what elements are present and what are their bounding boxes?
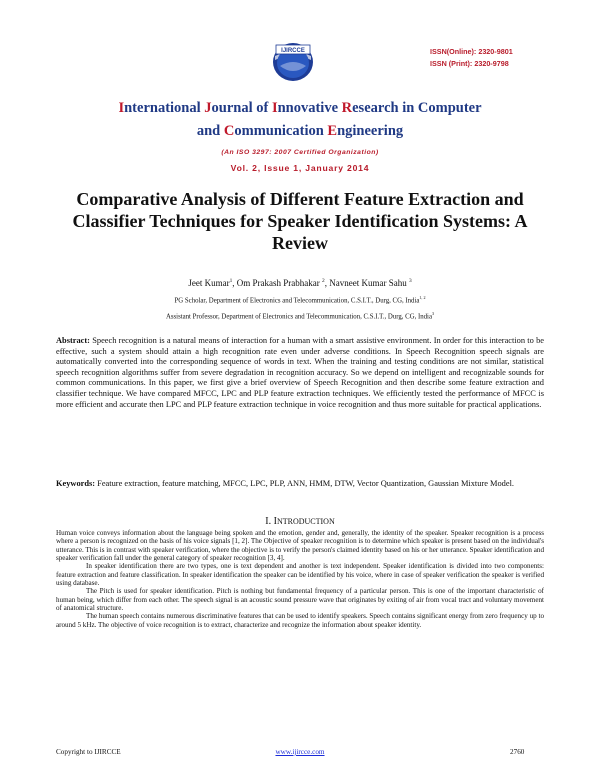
journal-title-cap: I [271, 100, 278, 116]
paper-title: Comparative Analysis of Different Feature Extraction and Classifier Techniques for Speaker Identification Systems: A Review [72, 189, 528, 253]
keywords [56, 479, 544, 490]
section-rest: NTRODUCTION [276, 517, 335, 526]
journal-title-part: nternational [124, 100, 205, 116]
journal-title-line2 [0, 123, 600, 140]
issn-online: ISSN(Online): 2320-9801 [430, 47, 513, 56]
author-sup: 2 [322, 278, 325, 284]
author-sup: 3 [408, 278, 412, 284]
keywords-label: Keywords: [56, 479, 96, 488]
paragraph: The human speech contains numerous discriminative features that can be used to identify speakers. Speech contains significant energy from zero frequency up to around 5 kHz. The objective of voice recognition is to extract, characterize and recognize the information about speaker identity. [56, 612, 544, 629]
section-heading [0, 516, 600, 527]
journal-title-line1 [0, 100, 600, 117]
affiliation-1 [0, 295, 600, 304]
abstract-text: Speech recognition is a natural means of interaction for a human with a smart assistive environment. In order for this interaction to be effective, such a system should attain a high recognition rate even under adverse conditions. In Speech Recognition speech signals are automatically converted into the corresponding sequence of words in text. When the training and testing conditions are not similar, statistical speech recognition algorithms suffer from severe degradation in recognition accuracy. So we depend on intelligent and recognizable sounds for common communications. In this paper, we first give a brief overview of Speech Recognition and then describe some feature extraction and classifier technique. We have compared MFCC, LPC and PLP feature extraction techniques. We efficiently tested the performance of MFCC is more efficient and accurate then LPC and PLP feature extraction technique in voice recognition and thus more suitable for practical applications. [56, 336, 544, 409]
affiliation-2 [0, 311, 600, 320]
section-cap: I [273, 516, 277, 527]
journal-title-part: ournal of [211, 100, 272, 116]
footer-url-link[interactable]: www.ijircce.com [275, 748, 325, 756]
body-text [56, 529, 544, 629]
journal-title-cap: J [204, 100, 212, 116]
affiliation-sup: 1, 2 [419, 295, 426, 300]
affiliation-sup: 3 [431, 311, 435, 316]
author-sup: 1 [229, 278, 233, 284]
author-list [0, 278, 600, 288]
paragraph: The Pitch is used for speaker identification. Pitch is nothing but fundamental frequency of a particular person. This is one of the important characteristic of human being, which differ from each other. The speech signal is an acoustic sound pressure wave that originates by exiting of air from vocal tract and voluntary movement of anatomical structure. [56, 587, 544, 613]
keywords-text: Feature extraction, feature matching, MFCC, LPC, PLP, ANN, HMM, DTW, Vector Quantization, Gaussian Mixture Model. [95, 479, 514, 488]
journal-title-cap: C [223, 123, 235, 139]
author-name: Jeet Kumar [188, 278, 230, 288]
journal-title-part: esearch in Computer [352, 100, 482, 116]
abstract [56, 336, 544, 410]
section-number: I. [265, 516, 274, 527]
paragraph: Human voice conveys information about the language being spoken and the emotion, gender and, generally, the identity of the speaker. Speaker recognition is a process where a person is recognized on the basis of his voice signals [1, 2]. The Objective of speaker recognition is to determine which speaker is present based on the individual's utterance. This is in contrast with speaker verification, where the objective is to verify the person's claimed identity based on his or her utterance. Speaker identification and speaker verification fall under the general category of speaker recognition [3, 4]. [56, 529, 544, 563]
journal-title-part: nnovative [277, 100, 342, 116]
page-number: 2760 [510, 748, 525, 756]
affiliation-text: Assistant Professor, Department of Electronics and Telecommunication, C.S.I.T., Durg, CG, India [165, 313, 432, 321]
author-name: , Om Prakash Prabhakar [232, 278, 323, 288]
volume-issue: Vol. 2, Issue 1, January 2014 [230, 163, 370, 173]
issn-print: ISSN (Print): 2320-9798 [430, 59, 509, 68]
iso-certification: (An ISO 3297: 2007 Certified Organization) [221, 149, 379, 156]
journal-title-part: and [196, 123, 224, 139]
paragraph: In speaker identification there are two types, one is text dependent and another is text independent. Speaker identification is divided into two components: feature extraction and feature classification. In speaker identification the speaker can be identified by his voice, where in case of speaker verification the speaker is verified using database. [56, 562, 544, 588]
affiliation-text: PG Scholar, Department of Electronics and Telecommunication, C.S.I.T., Durg, CG, India [174, 297, 420, 305]
author-name: , Navneet Kumar Sahu [324, 278, 409, 288]
svg-text:IJIRCCE: IJIRCCE [281, 48, 305, 54]
journal-title-part: ngineering [337, 123, 404, 139]
journal-title-cap: R [341, 100, 353, 116]
journal-logo [268, 36, 318, 84]
journal-title-cap: I [118, 100, 125, 116]
footer-copyright: Copyright to IJIRCCE [56, 748, 121, 756]
journal-title-cap: E [327, 123, 338, 139]
abstract-label: Abstract: [56, 336, 90, 345]
journal-title-part: ommunication [234, 123, 328, 139]
